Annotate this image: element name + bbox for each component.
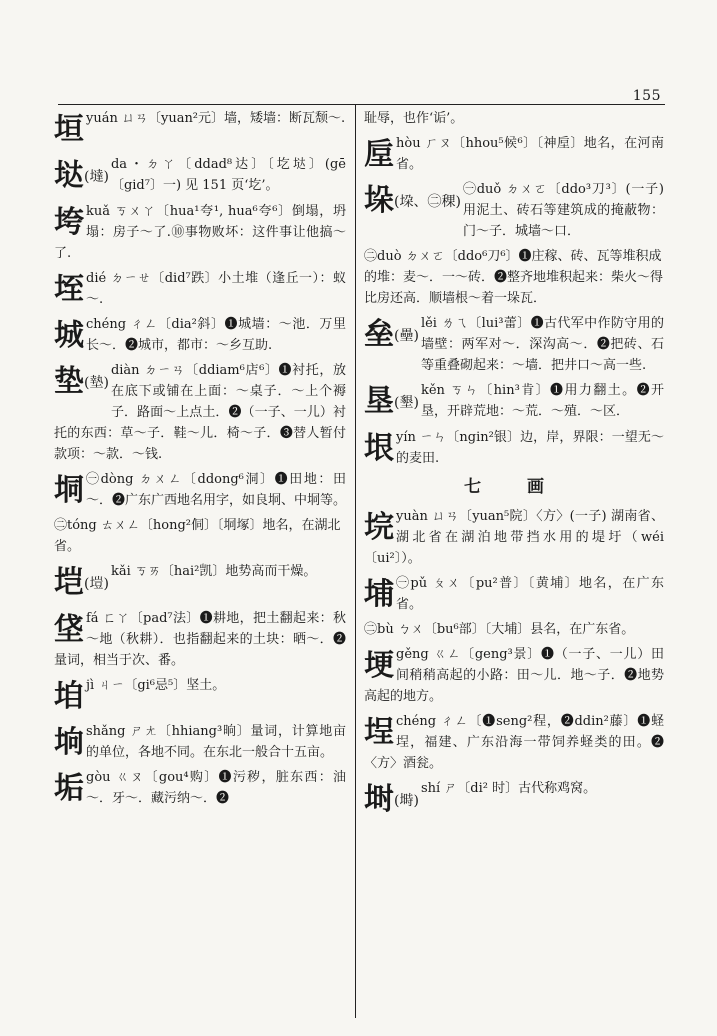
- headword: [364, 382, 419, 423]
- dictionary-entry: [364, 179, 664, 242]
- entry-definition: yuàn ㄩㄢ〔yuan⁵院〕〈方〉(一子) 湖南省、湖北省在湖泊地带挡水用的堤圩（wéi〔ui²〕）。: [364, 509, 664, 566]
- headword: [54, 203, 84, 243]
- entry-definition: kǎi ㄎㄞ〔hai²凯〕地势高而干燥。: [110, 564, 317, 579]
- section-heading: 七 画: [464, 477, 564, 497]
- right-column: [364, 108, 664, 825]
- dictionary-entry: [54, 608, 346, 671]
- entry-definition: ㊀duǒ ㄉㄨㄛ〔ddo³刀³〕(一子) 用泥土、砖石等建筑成的掩蔽物：门～子．城墙～口．: [462, 182, 664, 239]
- entry-continuation: 耻辱，也作‘诟’。: [364, 111, 464, 126]
- headword-character: 垡: [54, 612, 84, 647]
- dictionary-entry: [54, 721, 346, 763]
- dictionary-entry: [54, 201, 346, 264]
- header-rule: [58, 104, 665, 105]
- entry-definition: ㊀pǔ ㄆㄨ〔pu²普〕〔黄埔〕地名，在广东省。: [396, 576, 664, 612]
- entry-definition: chéng ㄔㄥ〔❶seng²程，❷ddin²藤〕❶蛏埕，福建、广东沿海一带饲养蛏类的田。❷〈方〉酒瓮。: [364, 714, 664, 771]
- entry-definition: ㊀dòng ㄉㄨㄥ〔ddong⁶洞〕❶田地：田～．❷广东广西地名用字，如良垌、中垌等。: [86, 472, 346, 508]
- headword-character: 垦: [364, 384, 394, 419]
- entry-definition: shǎng ㄕㄤ〔hhiang³晌〕量词，计算地亩的单位，各地不同。在东北一般合十五亩。: [86, 724, 346, 760]
- dictionary-entry: [364, 133, 664, 175]
- headword: [54, 110, 84, 150]
- sub-entry: ㊁bù ㄅㄨ〔bu⁶部〕〔大埔〕县名，在广东省。: [364, 622, 635, 637]
- headword-variant: (墶): [84, 169, 109, 185]
- dictionary-entry: [364, 313, 664, 376]
- entry-definition: da・ㄉㄚ〔ddad⁸达〕〔圪垯〕(gē〔gid⁷〕一) 见 151 页‘圪’。: [110, 157, 346, 193]
- entry-definition: chéng ㄔㄥ〔dia²斜〕❶城墙：～池．万里长～．❷城市，都市：～乡互助.: [86, 317, 346, 353]
- dictionary-entry: [54, 108, 346, 150]
- dictionary-entry: [54, 154, 346, 197]
- left-column: [54, 108, 346, 813]
- headword-character: 埕: [364, 715, 394, 750]
- dictionary-entry: [54, 675, 346, 717]
- dictionary-entry: [54, 767, 346, 809]
- dictionary-entry: [364, 778, 664, 821]
- headword-character: 垢: [54, 771, 84, 806]
- dictionary-entry: [364, 380, 664, 423]
- headword: [364, 315, 419, 356]
- dictionary-entry: [364, 711, 664, 774]
- headword-character: 垲: [54, 565, 84, 600]
- headword-character: 埔: [364, 577, 394, 612]
- entry-definition: diàn ㄉㄧㄢ〔ddiam⁶店⁶〕❶衬托，放在底下或铺在上面：～桌子．～上个褥子．路面～上点土．❷（一子、一儿）衬托的东西：草～子．鞋～儿．椅～子．❸替人暂付款项：～款．～钱.: [54, 363, 346, 462]
- entry-definition: lěi ㄌㄟ〔lui³蕾〕❶古代军中作防守用的墙壁：两军对～．深沟高～．❷把砖、石等重叠砌起来：～墙．把井口～高一些.: [420, 316, 664, 373]
- headword: [54, 769, 84, 809]
- headword-character: 埂: [364, 648, 394, 683]
- headword: [54, 156, 109, 197]
- headword: [54, 610, 84, 650]
- headword: [364, 646, 394, 686]
- dictionary-entry: [54, 314, 346, 356]
- headword-character: 垒: [364, 317, 394, 352]
- page-number: 155: [632, 88, 661, 104]
- entry-definition: kěn ㄎㄣ〔hin³肯〕❶用力翻土。❷开垦，开辟荒地：～荒．～殖．～区．: [420, 383, 664, 419]
- headword-variant: (垜、㊁稞): [394, 194, 461, 210]
- headword: [54, 316, 84, 356]
- headword-character: 垤: [54, 272, 84, 307]
- column-divider: [355, 104, 356, 1018]
- headword-character: 垮: [54, 205, 84, 240]
- dictionary-entry: [54, 360, 346, 465]
- headword-character: 垍: [54, 679, 84, 714]
- headword-character: 垠: [364, 431, 394, 466]
- headword-variant: (塏): [84, 576, 109, 592]
- headword: [54, 677, 84, 717]
- headword-character: 垧: [54, 725, 84, 760]
- headword: [364, 508, 394, 548]
- headword-variant: (墊): [84, 375, 109, 391]
- dictionary-entry: [364, 644, 664, 707]
- headword: [364, 181, 461, 222]
- entry-definition: dié ㄉㄧㄝ〔did⁷跌〕小土堆（逢丘一）：蚁～.: [86, 271, 346, 307]
- headword: [54, 270, 84, 310]
- entry-definition: gòu ㄍㄡ〔gou⁴购〕❶污秽，脏东西：油～．牙～．藏污纳～．❷: [86, 770, 346, 806]
- sub-entry: ㊁tóng ㄊㄨㄥ〔hong²侗〕〔垌塚〕地名，在湖北省。: [54, 518, 341, 554]
- headword-variant: (塒): [394, 793, 419, 809]
- dictionary-entry: [54, 561, 346, 604]
- dictionary-entry: [364, 506, 664, 569]
- entry-definition: yín ㄧㄣ〔ngin²银〕边，岸，界限：一望无～的麦田.: [396, 430, 664, 466]
- headword: [54, 723, 84, 763]
- entry-definition: gěng ㄍㄥ〔geng³景〕❶（一子、一儿）田间稍稍高起的小路：田～儿．地～子．❷地势高起的地方。: [364, 647, 664, 704]
- entry-definition: yuán ㄩㄢ〔yuan²元〕墙，矮墙：断瓦颓～.: [86, 111, 346, 126]
- headword: [364, 575, 394, 615]
- headword-character: 埘: [364, 782, 394, 817]
- headword-character: 垯: [54, 158, 84, 193]
- headword-character: 垕: [364, 137, 394, 172]
- entry-definition: shí ㄕ〔di² 时〕古代称鸡窝。: [420, 781, 597, 796]
- dictionary-entry: [364, 573, 664, 615]
- headword: [364, 135, 394, 175]
- entry-definition: fá ㄈㄚ〔pad⁷法〕❶耕地，把土翻起来：秋～地（秋耕）．也指翻起来的土块：晒～．❷量词，相当于次、番。: [54, 611, 346, 668]
- headword: [54, 471, 84, 511]
- headword-character: 垌: [54, 473, 84, 508]
- headword-character: 垣: [54, 112, 84, 147]
- headword-variant: (墾): [394, 395, 419, 411]
- headword-character: 城: [54, 318, 84, 353]
- headword: [54, 563, 109, 604]
- headword-variant: (壘): [394, 328, 419, 344]
- headword: [364, 713, 394, 753]
- headword: [364, 429, 394, 469]
- headword-character: 垫: [54, 364, 84, 399]
- dictionary-entry: [54, 268, 346, 310]
- headword: [364, 780, 419, 821]
- headword-character: 垛: [364, 183, 394, 218]
- headword: [54, 362, 109, 403]
- entry-definition: jì ㄐㄧ〔gi⁶忌⁵〕坚土。: [86, 678, 226, 693]
- dictionary-entry: [364, 427, 664, 469]
- entry-definition: hòu ㄏㄡ〔hhou⁵候⁶〕〔神垕〕地名，在河南省。: [396, 136, 664, 172]
- headword-character: 垸: [364, 510, 394, 545]
- dictionary-entry: [54, 469, 346, 511]
- sub-entry: ㊁duò ㄉㄨㄛ〔ddo⁶刀⁶〕❶庄稼、砖、瓦等堆积成的堆：麦～．一～砖．❷整齐地堆积起来：柴火～得比房还高．顺墙根～着一垛瓦．: [364, 249, 664, 306]
- entry-definition: kuǎ ㄎㄨㄚ〔hua¹夸¹, hua⁶夸⁶〕倒塌，坍塌：房子～了.⑩事物败坏：这件事让他搞～了.: [54, 204, 346, 261]
